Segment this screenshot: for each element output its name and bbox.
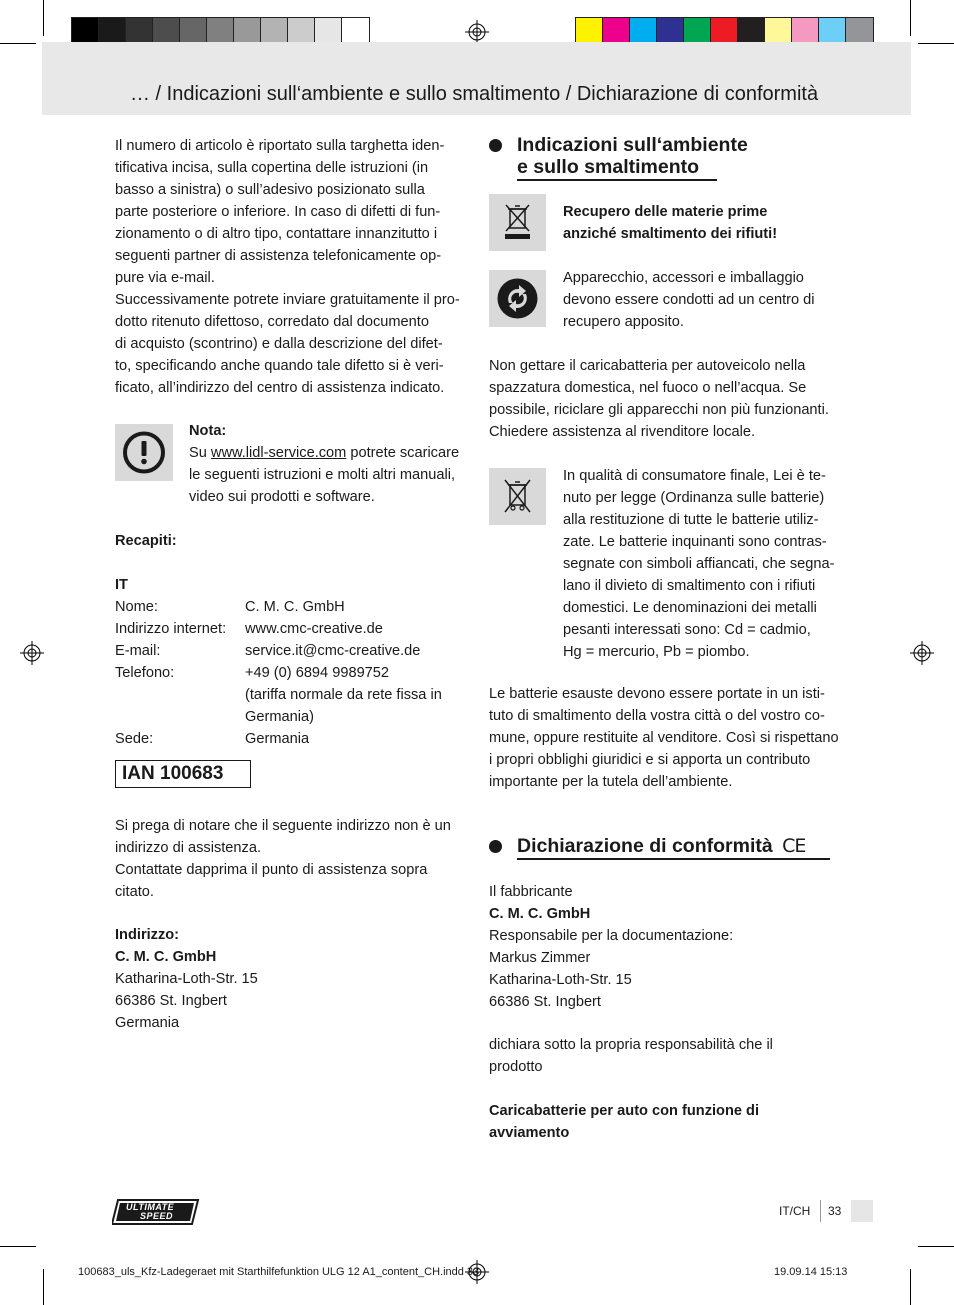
intro-line: dotto ritenuto difettoso, corredato dal documento	[115, 314, 429, 330]
green-dot-icon	[489, 270, 546, 327]
declare-line: prodotto	[489, 1059, 543, 1075]
notice-line: Si prega di notare che il seguente indirizzo non è un	[115, 818, 451, 834]
battery-line: domestici. Le denominazioni dei metalli	[563, 600, 817, 616]
manufacturer-name: C. M. C. GmbH	[489, 906, 591, 922]
crop-mark	[43, 1269, 44, 1305]
section1-title-line1: Indicazioni sull‘ambiente	[517, 134, 748, 156]
intro-line: Successivamente potrete inviare gratuitamente il pro-	[115, 292, 460, 308]
file-info: 100683_uls_Kfz-Ladegeraet mit Starthilfefunktion ULG 12 A1_content_CH.indd 33	[78, 1266, 480, 1278]
contact-label: Telefono:	[115, 665, 175, 681]
notice-line: Contattate dapprima il punto di assistenza sopra	[115, 862, 428, 878]
contact-value: (tariffa normale da rete fissa in	[245, 687, 442, 703]
green-dot-line: recupero apposito.	[563, 314, 684, 330]
intro-line: parte posteriore o inferiore. In caso di difetti di fun-	[115, 204, 441, 220]
crop-mark	[0, 43, 36, 44]
recycle-bold-1: Recupero delle materie prime	[563, 204, 768, 220]
disposal-line: importante per la tutela dell’ambiente.	[489, 774, 733, 790]
recycle-icon-box	[489, 194, 546, 251]
intro-line: to, specificando anche quando tale difetto si è veri-	[115, 358, 444, 374]
page-tab	[851, 1200, 873, 1222]
locale-label: IT/CH	[779, 1204, 811, 1218]
exclamation-icon	[115, 424, 173, 481]
ce-mark: CE	[782, 835, 806, 857]
address-line: Katharina-Loth-Str. 15	[115, 971, 258, 987]
note-suffix: potrete scaricare	[346, 445, 460, 461]
charger-line: Non gettare il caricabatteria per autoveicolo nella	[489, 358, 806, 374]
recycle-bold-2: anziché smaltimento dei rifiuti!	[563, 226, 778, 242]
contact-value: C. M. C. GmbH	[245, 599, 345, 615]
crop-mark	[918, 43, 954, 44]
contact-value: Germania	[245, 731, 310, 747]
battery-line: In qualità di consumatore finale, Lei è te-	[563, 468, 826, 484]
manufacturer-label: Il fabbricante	[489, 884, 573, 900]
note-line-3: video sui prodotti e software.	[189, 489, 375, 505]
contact-label: Nome:	[115, 599, 158, 615]
registration-mark-icon	[465, 20, 489, 44]
crop-mark	[910, 1269, 911, 1305]
intro-line: di acquisto (scontrino) e dalla descrizione del difet-	[115, 336, 443, 352]
doc-line: 66386 St. Ingbert	[489, 994, 601, 1010]
note-prefix: Su	[189, 445, 211, 461]
section-bullet	[489, 840, 502, 853]
section-bullet	[489, 139, 502, 152]
green-dot-line: Apparecchio, accessori e imballaggio	[563, 270, 804, 286]
address-company: C. M. C. GmbH	[115, 949, 217, 965]
battery-line: zate. Le batterie inquinanti sono contras-	[563, 534, 827, 550]
crop-mark	[918, 1246, 954, 1247]
intro-line: ficato, all’indirizzo del centro di assistenza indicato.	[115, 380, 445, 396]
ultimate-speed-logo	[112, 1198, 204, 1226]
section1-underline	[517, 179, 717, 181]
contact-label: Indirizzo internet:	[115, 621, 227, 637]
logo-text-top: ULTIMATE	[126, 1202, 175, 1212]
charger-line: spazzatura domestica, nel fuoco o nell’acqua. Se	[489, 380, 807, 396]
contacts-heading: Recapiti:	[115, 533, 177, 549]
crossed-bin-icon	[489, 468, 546, 525]
intro-line: basso a sinistra) o sull’adesivo posizionato sulla	[115, 182, 425, 198]
intro-line: pure via e-mail.	[115, 270, 215, 286]
lidl-service-link[interactable]: www.lidl-service.com	[210, 445, 347, 461]
battery-line: Hg = mercurio, Pb = piombo.	[563, 644, 750, 660]
address-heading: Indirizzo:	[115, 927, 180, 943]
page-number: 33	[828, 1204, 842, 1218]
page-divider	[820, 1200, 821, 1222]
crop-mark	[43, 0, 44, 36]
crop-mark	[0, 1246, 36, 1247]
doc-line: Markus Zimmer	[489, 950, 591, 966]
logo-text-bottom: SPEED	[140, 1211, 174, 1221]
notice-line: indirizzo di assistenza.	[115, 840, 262, 856]
section2-title-text: Dichiarazione di conformità	[517, 835, 773, 857]
intro-line: zionamento o di altro tipo, contattare innanzitutto i	[115, 226, 438, 242]
contact-value: service.it@cmc-creative.de	[245, 643, 421, 659]
note-line-1	[189, 442, 459, 464]
contact-value: +49 (0) 6894 9989752	[245, 665, 390, 681]
battery-bin-icon-box	[489, 468, 546, 525]
battery-line: pesanti interessati sono: Cd = cadmio,	[563, 622, 811, 638]
disposal-line: Le batterie esauste devono essere portate in un isti-	[489, 686, 825, 702]
green-dot-icon-box	[489, 270, 546, 327]
address-line: Germania	[115, 1015, 180, 1031]
contact-label: E-mail:	[115, 643, 161, 659]
crop-mark	[910, 0, 911, 36]
section2-title	[517, 835, 805, 857]
contacts-country: IT	[115, 577, 128, 593]
declare-line: dichiara sotto la propria responsabilità che il	[489, 1037, 773, 1053]
notice-line: citato.	[115, 884, 154, 900]
registration-mark-icon	[20, 641, 44, 665]
intro-line: seguenti partner di assistenza telefonicamente op-	[115, 248, 442, 264]
disposal-line: mune, oppure restituite al venditore. Così si rispettano	[489, 730, 839, 746]
ian-number: IAN 100683	[115, 760, 251, 788]
crossed-bin-icon	[489, 194, 546, 251]
product-line: Caricabatterie per auto con funzione di	[489, 1103, 760, 1119]
address-line: 66386 St. Ingbert	[115, 993, 227, 1009]
doc-label: Responsabile per la documentazione:	[489, 928, 734, 944]
product-line: avviamento	[489, 1125, 570, 1141]
doc-line: Katharina-Loth-Str. 15	[489, 972, 632, 988]
contact-label: Sede:	[115, 731, 154, 747]
battery-line: nuto per legge (Ordinanza sulle batterie)	[563, 490, 825, 506]
section2-underline	[517, 858, 830, 860]
print-datetime: 19.09.14 15:13	[774, 1266, 848, 1278]
battery-line: lano il divieto di smaltimento con i rifiuti	[563, 578, 816, 594]
page-title: … / Indicazioni sull‘ambiente e sullo smaltimento / Dichiarazione di conformità	[130, 83, 819, 105]
contact-value: www.cmc-creative.de	[245, 621, 383, 637]
registration-mark-icon	[910, 641, 934, 665]
note-icon-box	[115, 424, 173, 481]
battery-line: segnate con simboli affiancati, che segna-	[563, 556, 835, 572]
contact-value: Germania)	[245, 709, 314, 725]
section1-title-line2: e sullo smaltimento	[517, 156, 700, 178]
note-title: Nota:	[189, 423, 227, 439]
charger-line: Chiedere assistenza al rivenditore locale.	[489, 424, 756, 440]
disposal-line: tuto di smaltimento della vostra città o del vostro co-	[489, 708, 825, 724]
intro-line: tificativa incisa, sulla copertina delle istruzioni (in	[115, 160, 429, 176]
disposal-line: i propri obblighi giuridici e si apporta un contributo	[489, 752, 811, 768]
green-dot-line: devono essere condotti ad un centro di	[563, 292, 815, 308]
intro-line: Il numero di articolo è riportato sulla targhetta iden-	[115, 138, 445, 154]
charger-line: possibile, riciclare gli apparecchi non più funzionanti.	[489, 402, 829, 418]
battery-line: alla restituzione di tutte le batterie utiliz-	[563, 512, 819, 528]
note-line-2: le seguenti istruzioni e molti altri manuali,	[189, 467, 456, 483]
